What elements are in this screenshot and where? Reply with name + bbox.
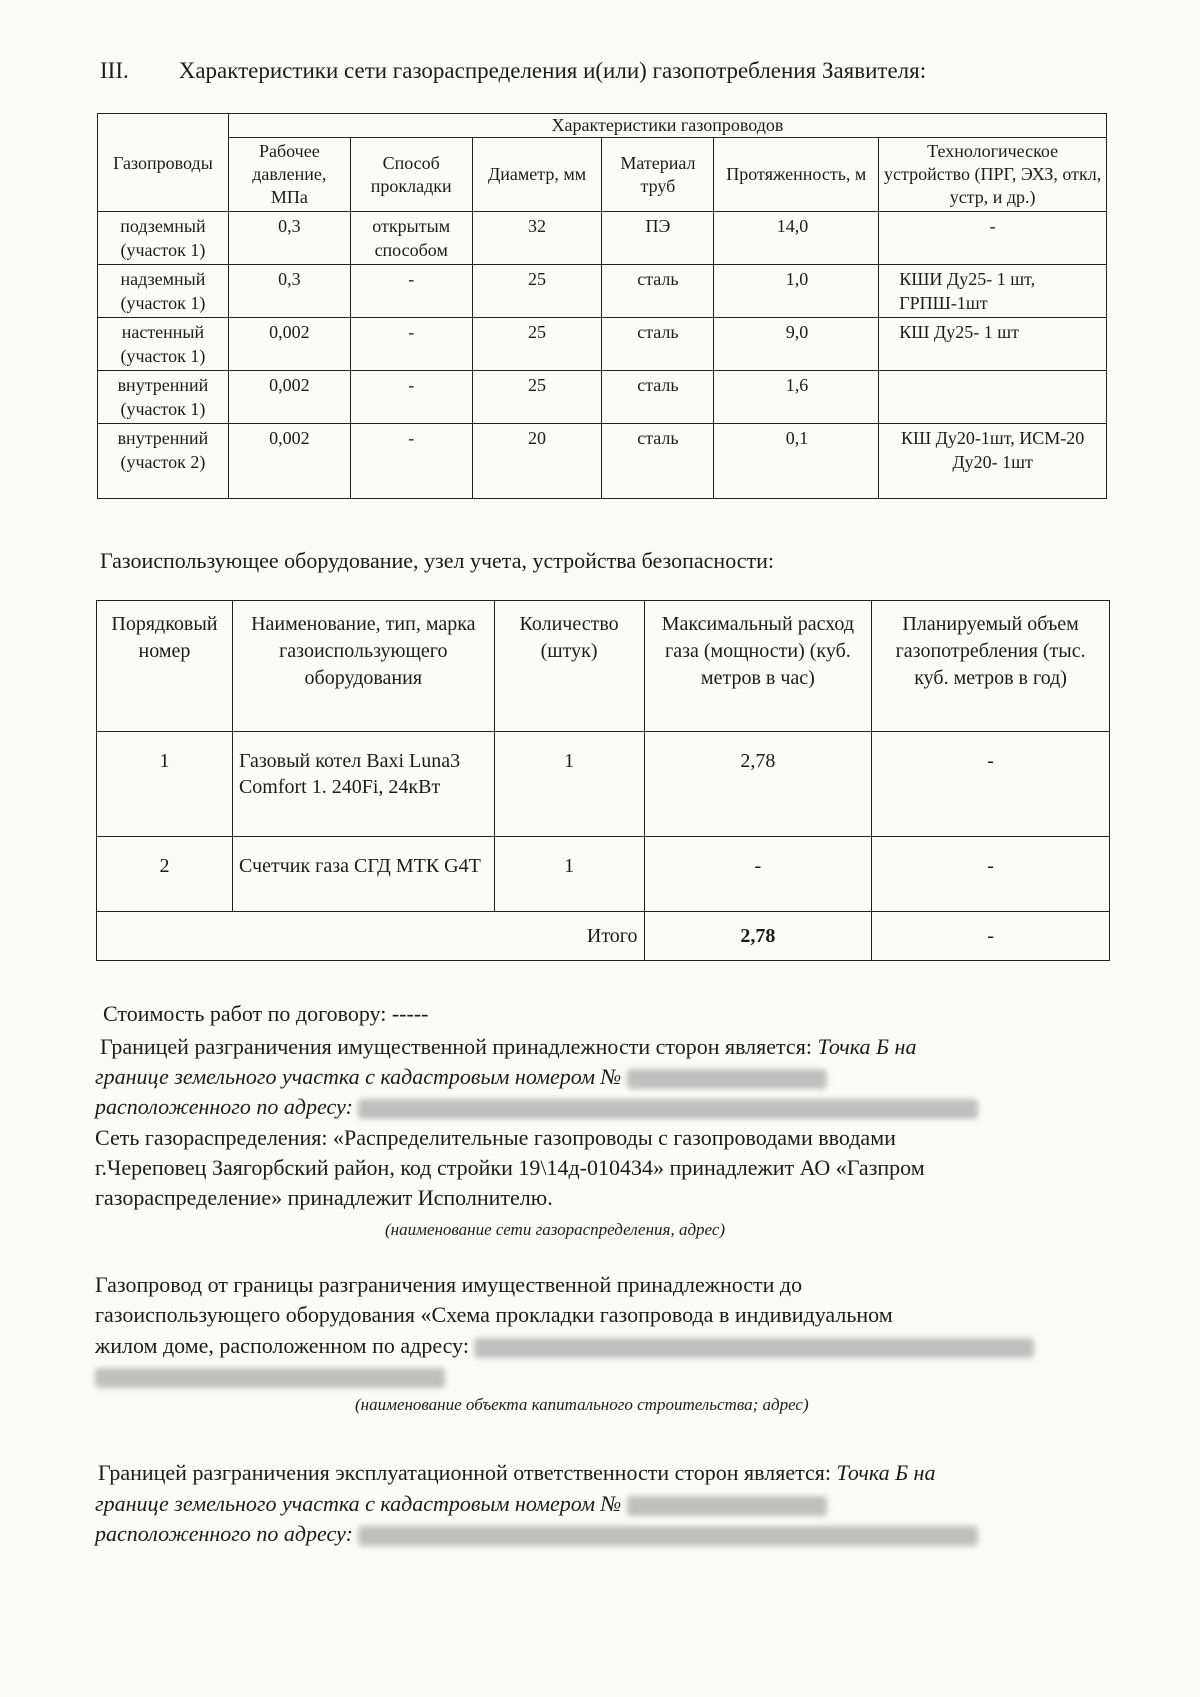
cell-laying: - [350,265,472,318]
cell-pipe: настенный (участок 1) [98,318,229,371]
cell-pressure: 0,3 [228,212,350,265]
table-row [98,424,1107,499]
cell-device [879,371,1107,424]
col-pipes: Газопроводы [98,114,229,212]
property-boundary-line2 [95,1062,827,1091]
group-header: Характеристики газопроводов [228,114,1106,138]
redacted-cadastral-number [627,1496,827,1516]
operational-boundary-point: Точка Б на [836,1460,936,1485]
property-boundary-lead: Границей разграничения имущественной принадлежности сторон является: [100,1034,812,1059]
col-pressure: Рабочее давление, МПа [228,138,350,212]
cell-material: сталь [602,371,714,424]
cell-pipe: внутренний (участок 1) [98,371,229,424]
cell-quantity: 1 [494,732,644,837]
operational-boundary-line3 [95,1519,978,1548]
cell-diameter: 25 [472,265,602,318]
cell-length: 14,0 [714,212,879,265]
col-number: Порядковый номер [97,601,233,732]
cell-pipe: внутренний (участок 2) [98,424,229,499]
section-number: III. [100,58,129,83]
redacted-address [358,1099,978,1119]
property-boundary-line3 [95,1092,978,1121]
equipment-heading: Газоиспользующее оборудование, узел учета, устройства безопасности: [100,548,775,573]
col-device: Технологическое устройство (ПРГ, ЭХЗ, откл, устр, и др.) [879,138,1107,212]
pipeline-line2: газоиспользующего оборудования «Схема прокладки газопровода в индивидуальном [95,1302,893,1327]
col-material: Материал труб [602,138,714,212]
property-cadastral-label: границе земельного участка с кадастровым номером № [95,1064,622,1089]
cell-diameter: 20 [472,424,602,499]
pipeline-address-label: жилом доме, расположенном по адресу: [95,1333,469,1358]
operational-address-label: расположенного по адресу: [95,1521,353,1546]
cell-name: Газовый котел Baxi Luna3 Comfort 1. 240Fi, 24кВт [232,732,494,837]
cell-diameter: 25 [472,318,602,371]
total-row [97,912,1110,961]
redacted-address [358,1526,978,1546]
cell-material: сталь [602,424,714,499]
cell-volume: - [872,837,1110,912]
network-line2: г.Череповец Заягорбский район, код стройки 19\14д-010434» принадлежит АО «Газпром [95,1155,925,1180]
table-row [98,318,1107,371]
cell-name: Счетчик газа СГД МТК G4T [232,837,494,912]
col-laying: Способ прокладки [350,138,472,212]
operational-boundary-line1 [98,1458,935,1487]
property-boundary-line1 [100,1032,916,1061]
property-address-label: расположенного по адресу: [95,1094,353,1119]
cell-device: - [879,212,1107,265]
equipment-table [96,600,1110,961]
table-row [98,265,1107,318]
redacted-address-continuation [95,1368,445,1388]
total-flow: 2,78 [644,912,872,961]
pipes-table [97,113,1107,499]
cell-number: 1 [97,732,233,837]
cell-laying: - [350,371,472,424]
table-row [98,371,1107,424]
pipeline-line4 [95,1361,445,1390]
cell-length: 1,6 [714,371,879,424]
cell-max-flow: - [644,837,872,912]
operational-boundary-lead: Границей разграничения эксплуатационной ответственности сторон является: [98,1460,831,1485]
col-diameter: Диаметр, мм [472,138,602,212]
operational-cadastral-label: границе земельного участка с кадастровым номером № [95,1491,622,1516]
cell-length: 1,0 [714,265,879,318]
network-caption: (наименование сети газораспределения, адрес) [385,1220,726,1239]
pipeline-line1: Газопровод от границы разграничения имущественной принадлежности до [95,1272,803,1297]
network-line3: газораспределение» принадлежит Исполнителю. [95,1185,553,1210]
cell-pressure: 0,002 [228,424,350,499]
network-line1: Сеть газораспределения: «Распределительные газопроводы с газопроводами вводами [95,1125,896,1150]
redacted-cadastral-number [627,1069,827,1089]
cell-device: КШ Ду25- 1 шт [879,318,1107,371]
col-max-flow: Максимальный расход газа (мощности) (куб. метров в час) [644,601,872,732]
cell-quantity: 1 [494,837,644,912]
cell-material: ПЭ [602,212,714,265]
cell-pipe: надземный (участок 1) [98,265,229,318]
cell-device: КШИ Ду25- 1 шт, ГРПШ-1шт [879,265,1107,318]
total-label: Итого [97,912,645,961]
table-row [98,212,1107,265]
table-row [97,732,1110,837]
col-name: Наименование, тип, марка газоиспользующего оборудования [232,601,494,732]
pipeline-caption: (наименование объекта капитального строительства; адрес) [355,1395,809,1414]
cell-device: КШ Ду20-1шт, ИСМ-20 Ду20- 1шт [879,424,1107,499]
cell-number: 2 [97,837,233,912]
cell-volume: - [872,732,1110,837]
cell-material: сталь [602,318,714,371]
pipeline-line3 [95,1331,1034,1360]
property-boundary-point: Точка Б на [817,1034,917,1059]
cell-pressure: 0,002 [228,371,350,424]
col-volume: Планируемый объем газопотребления (тыс. куб. метров в год) [872,601,1110,732]
cell-diameter: 25 [472,371,602,424]
section-heading [100,58,926,84]
cell-pressure: 0,002 [228,318,350,371]
table-row [97,837,1110,912]
col-length: Протяженность, м [714,138,879,212]
operational-boundary-line2 [95,1489,827,1518]
col-quantity: Количество (штук) [494,601,644,732]
total-volume: - [872,912,1110,961]
cost-line: Стоимость работ по договору: ----- [103,1001,429,1026]
cell-max-flow: 2,78 [644,732,872,837]
cell-laying: - [350,318,472,371]
section-title: Характеристики сети газораспределения и(или) газопотребления Заявителя: [178,58,927,83]
redacted-address [474,1338,1034,1358]
cell-pressure: 0,3 [228,265,350,318]
cell-diameter: 32 [472,212,602,265]
cell-material: сталь [602,265,714,318]
cell-laying: открытым способом [350,212,472,265]
cell-length: 0,1 [714,424,879,499]
cell-length: 9,0 [714,318,879,371]
cell-laying: - [350,424,472,499]
cell-pipe: подземный (участок 1) [98,212,229,265]
